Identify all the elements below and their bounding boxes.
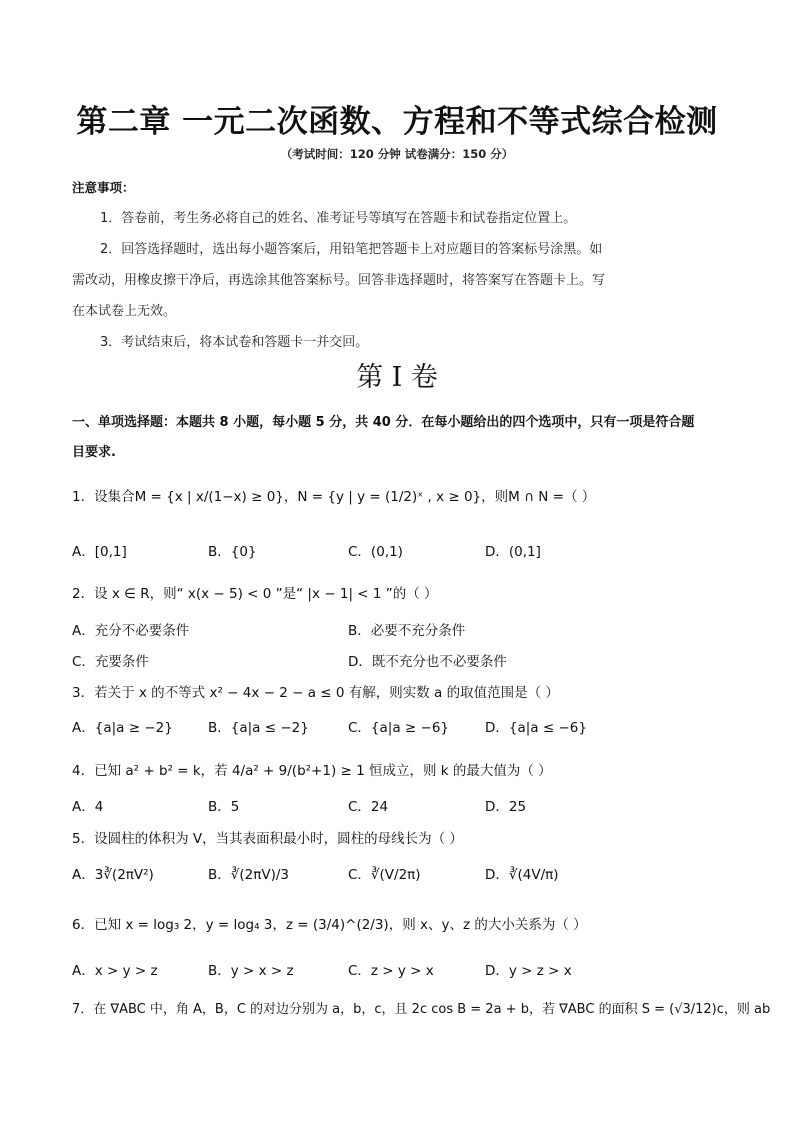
page-title: 第二章 一元二次函数、方程和不等式综合检测 xyxy=(76,104,718,140)
question-7-stem: 7．在 ∇ABC 中，角 A，B，C 的对边分别为 a，b，c，且 2c cos B = 2a + b，若 ∇ABC 的面积 S = (√3/12)c，则 ab xyxy=(72,1002,771,1017)
section-description-cont: 目要求. xyxy=(72,445,116,460)
question-3-option-b: B．{a|a ≤ −2} xyxy=(208,720,309,736)
question-5-option-d: D．∛(4V/π) xyxy=(485,867,559,883)
question-5-option-b: B．∛(2πV)/3 xyxy=(208,867,289,883)
question-4-stem: 4．已知 a² + b² = k，若 4/a² + 9/(b²+1) ≥ 1 恒成立，则 k 的最大值为（ ） xyxy=(72,763,552,779)
section-title: 第 I 卷 xyxy=(356,362,438,393)
question-1-option-b: B．{0} xyxy=(208,544,257,560)
exam-info: （考试时间：120 分钟 试卷满分：150 分） xyxy=(280,147,514,161)
question-2-option-a: A．充分不必要条件 xyxy=(72,623,190,639)
question-6-option-c: C．z > y > x xyxy=(348,963,434,979)
notice-line-2c: 在本试卷上无效。 xyxy=(72,304,177,319)
question-2-option-b: B．必要不充分条件 xyxy=(348,623,466,639)
question-2-stem: 2．设 x ∈ R，则“ x(x − 5) < 0 ”是“ |x − 1| < 1 ”的（ ） xyxy=(72,586,438,602)
question-6-stem: 6．已知 x = log₃ 2，y = log₄ 3，z = (3/4)^(2/3)，则 x、y、z 的大小关系为（ ） xyxy=(72,917,587,933)
question-4-option-a: A．4 xyxy=(72,799,104,815)
notice-line-2a: 2．回答选择题时，选出每小题答案后，用铅笔把答题卡上对应题目的答案标号涂黑。如 xyxy=(100,242,603,257)
question-4-option-b: B．5 xyxy=(208,799,240,815)
question-3-option-a: A．{a|a ≥ −2} xyxy=(72,720,173,736)
question-1-option-d: D．(0,1] xyxy=(485,544,541,560)
notice-heading: 注意事项： xyxy=(72,180,135,195)
question-6-option-a: A．x > y > z xyxy=(72,963,158,979)
question-3-stem: 3．若关于 x 的不等式 x² − 4x − 2 − a ≤ 0 有解，则实数 a 的取值范围是（ ） xyxy=(72,685,559,701)
question-1-option-a: A．[0,1] xyxy=(72,544,127,560)
question-2-option-c: C．充要条件 xyxy=(72,654,149,670)
question-1-option-c: C．(0,1) xyxy=(348,544,403,560)
question-5-option-c: C．∛(V/2π) xyxy=(348,867,421,883)
question-3-option-c: C．{a|a ≥ −6} xyxy=(348,720,449,736)
notice-line-2b: 需改动，用橡皮擦干净后，再选涂其他答案标号。回答非选择题时，将答案写在答题卡上。写 xyxy=(72,273,606,288)
section-description: 一、单项选择题：本题共 8 小题，每小题 5 分，共 40 分．在每小题给出的四个选项中，只有一项是符合题 xyxy=(72,415,695,430)
notice-line-3: 3．考试结束后，将本试卷和答题卡一并交回。 xyxy=(100,335,369,350)
question-2-option-d: D．既不充分也不必要条件 xyxy=(348,654,507,670)
question-4-option-d: D．25 xyxy=(485,799,527,815)
question-5-stem: 5．设圆柱的体积为 V，当其表面积最小时，圆柱的母线长为（ ） xyxy=(72,831,463,847)
question-1-stem: 1．设集合M = {x | x/(1−x) ≥ 0}，N = {y | y = (1/2)ˣ , x ≥ 0}，则M ∩ N =（ ） xyxy=(72,489,596,505)
question-6-option-d: D．y > z > x xyxy=(485,963,572,979)
question-3-option-d: D．{a|a ≤ −6} xyxy=(485,720,587,736)
question-6-option-b: B．y > x > z xyxy=(208,963,294,979)
question-5-option-a: A．3∛(2πV²) xyxy=(72,867,154,883)
notice-line-1: 1．答卷前，考生务必将自己的姓名、准考证号等填写在答题卡和试卷指定位置上。 xyxy=(100,211,577,226)
question-4-option-c: C．24 xyxy=(348,799,389,815)
